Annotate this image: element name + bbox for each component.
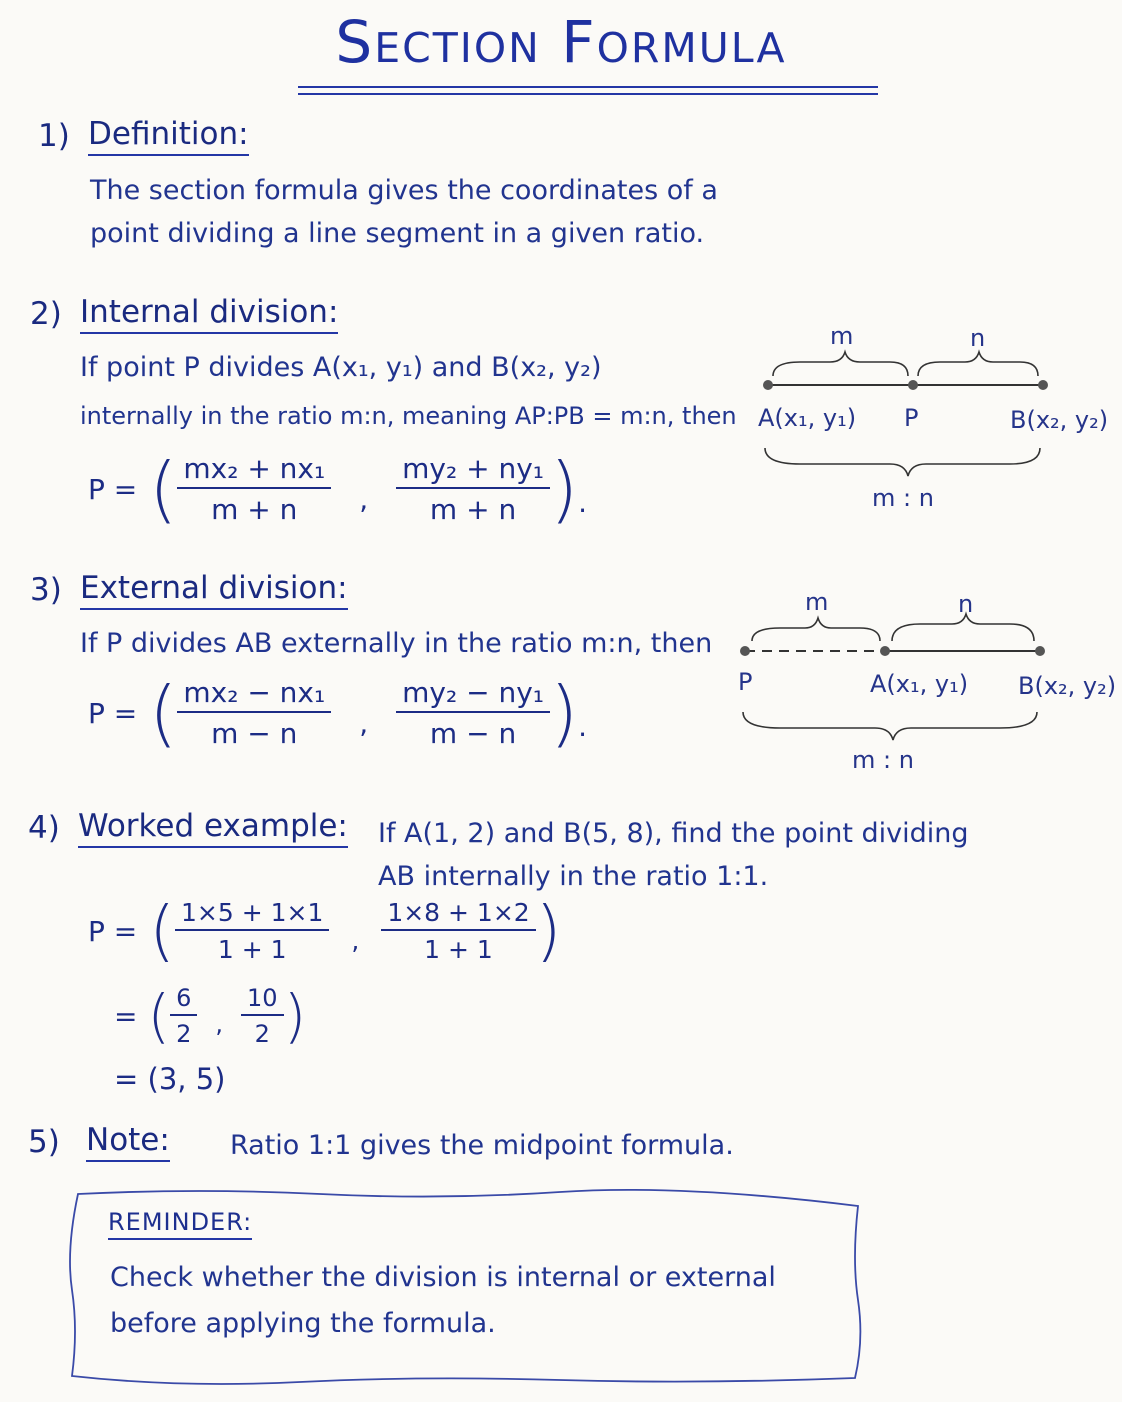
section-heading-definition: Definition: xyxy=(88,116,249,156)
formula-period: . xyxy=(578,485,587,519)
example-x-simplified-denominator: 2 xyxy=(176,1020,192,1048)
internal-y-denominator: m + n xyxy=(429,493,517,526)
external-y-numerator: my₂ − ny₁ xyxy=(396,676,550,713)
section-heading-note: Note: xyxy=(86,1122,170,1162)
section-number-definition: 1) xyxy=(38,118,70,154)
internal-label-ratio: m : n xyxy=(872,484,934,512)
example-y-denominator: 1 + 1 xyxy=(424,935,493,964)
internal-y-numerator: my₂ + ny₁ xyxy=(396,452,550,489)
left-paren: ( xyxy=(149,671,178,755)
formula-comma: , xyxy=(359,482,369,516)
section-heading-internal: Internal division: xyxy=(80,294,338,334)
external-label-n: n xyxy=(958,590,974,618)
internal-x-denominator: m + n xyxy=(211,493,298,526)
external-text-line-1: If P divides AB externally in the ratio m:n, then xyxy=(80,628,713,659)
example-x-denominator: 1 + 1 xyxy=(217,935,287,964)
definition-text-line-1: The section formula gives the coordinates of a xyxy=(90,175,718,206)
definition-text-line-2: point dividing a line segment in a given ratio. xyxy=(90,218,705,249)
reminder-text-line-2: before applying the formula. xyxy=(110,1308,496,1339)
example-x-numerator: 1×5 + 1×1 xyxy=(175,898,329,931)
external-y-denominator: m − n xyxy=(429,717,517,750)
right-paren: ) xyxy=(283,982,307,1050)
formula-comma: , xyxy=(359,706,369,740)
formula-period: . xyxy=(578,709,587,743)
note-text: Ratio 1:1 gives the midpoint formula. xyxy=(230,1130,734,1161)
section-number-note: 5) xyxy=(28,1124,60,1160)
external-label-m: m xyxy=(805,588,829,616)
reminder-heading: REMINDER: xyxy=(108,1208,252,1240)
example-y-simplified-denominator: 2 xyxy=(254,1020,270,1048)
external-label-b: B(x₂, y₂) xyxy=(1018,672,1117,700)
example-result: = (3, 5) xyxy=(114,1062,226,1096)
section-number-external: 3) xyxy=(30,572,62,608)
internal-label-b: B(x₂, y₂) xyxy=(1010,406,1109,434)
example-x-simplified-numerator: 6 xyxy=(170,984,197,1016)
external-x-denominator: m − n xyxy=(211,717,298,750)
example-y-simplified-numerator: 10 xyxy=(241,984,284,1016)
external-label-ratio: m : n xyxy=(852,746,914,774)
example-text-line-2: AB internally in the ratio 1:1. xyxy=(378,861,769,892)
internal-label-m: m xyxy=(830,322,854,350)
example-lhs: P = xyxy=(88,914,138,948)
right-paren: ) xyxy=(550,671,579,755)
section-number-example: 4) xyxy=(28,810,60,846)
right-paren: ) xyxy=(550,447,579,531)
section-heading-external: External division: xyxy=(80,570,348,610)
example-equals: = xyxy=(114,999,138,1033)
internal-label-a: A(x₁, y₁) xyxy=(758,404,857,432)
external-label-a: A(x₁, y₁) xyxy=(870,670,969,698)
example-text-line-1: If A(1, 2) and B(5, 8), find the point dividing xyxy=(378,818,969,849)
section-number-internal: 2) xyxy=(30,296,62,332)
external-formula-lhs: P = xyxy=(88,696,138,730)
section-heading-example: Worked example: xyxy=(78,808,348,848)
page-title: Section Formula xyxy=(335,8,787,76)
internal-label-n: n xyxy=(970,324,986,352)
example-y-numerator: 1×8 + 1×2 xyxy=(381,898,535,931)
internal-x-numerator: mx₂ + nx₁ xyxy=(177,452,331,489)
external-x-numerator: mx₂ − nx₁ xyxy=(177,676,331,713)
internal-text-line-2: internally in the ratio m:n, meaning AP:PB = m:n, then xyxy=(80,402,737,430)
formula-comma: , xyxy=(215,1010,224,1038)
internal-formula-lhs: P = xyxy=(88,472,138,506)
left-paren: ( xyxy=(149,892,175,969)
reminder-text-line-1: Check whether the division is internal or external xyxy=(110,1262,776,1293)
internal-text-line-1: If point P divides A(x₁, y₁) and B(x₂, y₂) xyxy=(80,352,602,383)
external-label-p: P xyxy=(738,668,753,696)
left-paren: ( xyxy=(147,982,171,1050)
right-paren: ) xyxy=(535,892,562,969)
formula-comma: , xyxy=(351,925,360,955)
left-paren: ( xyxy=(149,447,178,531)
internal-label-p: P xyxy=(904,404,919,432)
